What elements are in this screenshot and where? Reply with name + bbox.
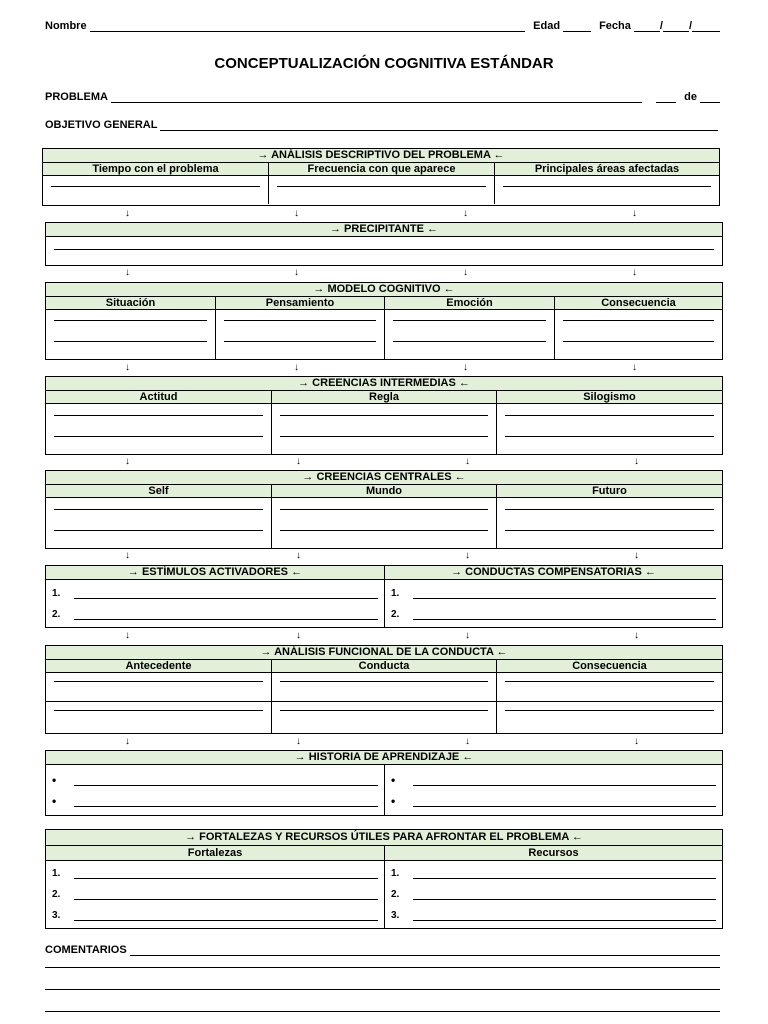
column-tiempo	[43, 163, 269, 204]
arrow-row	[45, 550, 723, 562]
nombre-field[interactable]	[90, 22, 526, 32]
historia-left-column	[46, 765, 385, 815]
answer-line[interactable]	[277, 186, 486, 187]
problema-total-field[interactable]	[700, 93, 720, 103]
fecha-separator: /	[659, 20, 663, 32]
column-areas	[495, 163, 719, 204]
answer-line[interactable]	[54, 710, 263, 711]
item-number: 3.	[52, 910, 61, 921]
answer-line[interactable]	[505, 681, 714, 682]
de-label: de	[684, 91, 697, 103]
column-header: Frecuencia con que aparece	[269, 163, 494, 176]
down-arrow-icon: ↓	[632, 267, 637, 278]
arrow-row	[45, 456, 723, 468]
down-arrow-icon: ↓	[125, 550, 130, 561]
fecha-day-field[interactable]	[634, 22, 660, 32]
answer-line[interactable]	[413, 799, 716, 807]
answer-line[interactable]	[280, 710, 488, 711]
comentarios-line[interactable]	[45, 1011, 720, 1012]
down-arrow-icon: ↓	[465, 456, 470, 467]
column-header: Principales áreas afectadas	[495, 163, 719, 176]
down-arrow-icon: ↓	[296, 456, 301, 467]
answer-line[interactable]	[393, 341, 546, 342]
column-emocion	[385, 297, 555, 359]
column-frecuencia	[269, 163, 495, 204]
column-antecedente	[46, 660, 272, 733]
answer-line[interactable]	[393, 320, 546, 321]
fecha-separator: /	[688, 20, 692, 32]
arrow-row	[45, 362, 723, 374]
column-header: Self	[46, 485, 271, 498]
section-title: → CREENCIAS CENTRALES ←	[46, 471, 722, 485]
answer-line[interactable]	[505, 436, 714, 437]
answer-line[interactable]	[413, 778, 716, 786]
down-arrow-icon: ↓	[463, 362, 468, 373]
fecha-month-field[interactable]	[663, 22, 689, 32]
answer-line[interactable]	[505, 530, 714, 531]
historia-right-column	[385, 765, 722, 815]
creencias-centrales-section	[45, 470, 723, 549]
answer-line[interactable]	[563, 320, 714, 321]
down-arrow-icon: ↓	[634, 456, 639, 467]
answer-line[interactable]	[74, 892, 378, 900]
historia-aprendizaje-section	[45, 750, 723, 816]
down-arrow-icon: ↓	[465, 630, 470, 641]
column-conducta	[272, 660, 497, 733]
answer-line[interactable]	[54, 249, 714, 250]
answer-line[interactable]	[54, 509, 263, 510]
answer-line[interactable]	[54, 341, 207, 342]
down-arrow-icon: ↓	[294, 208, 299, 219]
column-regla	[272, 391, 497, 454]
item-number: 1.	[52, 868, 61, 879]
down-arrow-icon: ↓	[125, 208, 130, 219]
column-header: Silogismo	[497, 391, 722, 404]
column-header: Conducta	[272, 660, 496, 673]
answer-line[interactable]	[74, 913, 378, 921]
down-arrow-icon: ↓	[125, 362, 130, 373]
column-silogismo	[497, 391, 722, 454]
section-title: → FORTALEZAS Y RECURSOS ÚTILES PARA AFRONTAR EL PROBLEMA ←	[46, 830, 722, 846]
item-number: 1.	[391, 868, 400, 879]
problema-field[interactable]	[111, 93, 642, 103]
down-arrow-icon: ↓	[125, 267, 130, 278]
down-arrow-icon: ↓	[296, 630, 301, 641]
comentarios-line[interactable]	[45, 989, 720, 990]
modelo-cognitivo-section	[45, 282, 723, 360]
down-arrow-icon: ↓	[463, 208, 468, 219]
answer-line[interactable]	[74, 591, 378, 599]
edad-field[interactable]	[563, 22, 591, 32]
problema-label: PROBLEMA	[45, 91, 108, 103]
section-title: → ESTÍMULOS ACTIVADORES ←	[46, 566, 384, 580]
answer-line[interactable]	[413, 913, 716, 921]
answer-line[interactable]	[505, 509, 714, 510]
column-consecuencia	[555, 297, 722, 359]
estimulos-conductas-section	[45, 565, 723, 628]
item-number: 1.	[52, 588, 61, 599]
answer-line[interactable]	[280, 436, 488, 437]
answer-line[interactable]	[413, 591, 716, 599]
answer-line[interactable]	[224, 341, 376, 342]
item-number: 1.	[391, 588, 400, 599]
analisis-descriptivo-section	[42, 148, 720, 206]
item-number: 2.	[52, 609, 61, 620]
down-arrow-icon: ↓	[294, 362, 299, 373]
answer-line[interactable]	[413, 612, 716, 620]
problema-number-field[interactable]	[656, 93, 676, 103]
column-header: Pensamiento	[216, 297, 384, 310]
fecha-year-field[interactable]	[692, 22, 720, 32]
precipitante-section	[45, 222, 723, 266]
answer-line[interactable]	[280, 681, 488, 682]
column-recursos	[385, 846, 722, 928]
answer-line[interactable]	[280, 509, 488, 510]
down-arrow-icon: ↓	[125, 736, 130, 747]
down-arrow-icon: ↓	[125, 630, 130, 641]
answer-line[interactable]	[563, 341, 714, 342]
answer-line[interactable]	[280, 530, 488, 531]
header-row	[45, 20, 720, 32]
column-header: Futuro	[497, 485, 722, 498]
column-fortalezas	[46, 846, 385, 928]
objetivo-field[interactable]	[160, 121, 718, 131]
section-title: → CONDUCTAS COMPENSATORIAS ←	[385, 566, 722, 580]
estimulos-activadores	[46, 566, 385, 627]
answer-line[interactable]	[54, 436, 263, 437]
comentarios-field[interactable]	[130, 946, 720, 956]
answer-line[interactable]	[74, 778, 378, 786]
comentarios-row	[45, 944, 720, 956]
answer-line[interactable]	[74, 871, 378, 879]
bullet-icon: •	[52, 794, 57, 808]
analisis-funcional-section	[45, 645, 723, 734]
answer-line[interactable]	[280, 415, 488, 416]
down-arrow-icon: ↓	[296, 736, 301, 747]
answer-line[interactable]	[224, 320, 376, 321]
bullet-icon: •	[391, 794, 396, 808]
comentarios-label: COMENTARIOS	[45, 944, 127, 956]
section-title: → PRECIPITANTE ←	[46, 223, 722, 237]
section-title: → MODELO COGNITIVO ←	[46, 283, 722, 297]
section-title: → CREENCIAS INTERMEDIAS ←	[46, 377, 722, 391]
answer-line[interactable]	[505, 415, 714, 416]
column-actitud	[46, 391, 272, 454]
answer-line[interactable]	[505, 710, 714, 711]
down-arrow-icon: ↓	[296, 550, 301, 561]
item-number: 2.	[52, 889, 61, 900]
down-arrow-icon: ↓	[634, 630, 639, 641]
column-header: Emoción	[385, 297, 554, 310]
column-mundo	[272, 485, 497, 548]
comentarios-line[interactable]	[45, 967, 720, 968]
answer-line[interactable]	[503, 186, 711, 187]
item-number: 2.	[391, 609, 400, 620]
arrow-row	[45, 736, 723, 748]
objetivo-row	[45, 119, 718, 131]
column-header: Consecuencia	[497, 660, 722, 673]
fecha-label: Fecha	[599, 20, 631, 32]
down-arrow-icon: ↓	[463, 267, 468, 278]
bullet-icon: •	[391, 773, 396, 787]
section-title: → ANÁLISIS FUNCIONAL DE LA CONDUCTA ←	[46, 646, 722, 660]
column-header: Tiempo con el problema	[43, 163, 268, 176]
down-arrow-icon: ↓	[294, 267, 299, 278]
column-header: Recursos	[385, 846, 722, 861]
down-arrow-icon: ↓	[465, 550, 470, 561]
column-consecuencia	[497, 660, 722, 733]
item-number: 3.	[391, 910, 400, 921]
answer-line[interactable]	[54, 320, 207, 321]
column-header: Antecedente	[46, 660, 271, 673]
section-title: → ANÁLISIS DESCRIPTIVO DEL PROBLEMA ←	[43, 149, 719, 163]
fortalezas-recursos-section	[45, 829, 723, 929]
down-arrow-icon: ↓	[634, 736, 639, 747]
column-self	[46, 485, 272, 548]
objetivo-label: OBJETIVO GENERAL	[45, 119, 158, 131]
arrow-row	[45, 630, 723, 642]
down-arrow-icon: ↓	[634, 550, 639, 561]
down-arrow-icon: ↓	[632, 208, 637, 219]
problema-row	[45, 91, 720, 103]
answer-line[interactable]	[413, 892, 716, 900]
down-arrow-icon: ↓	[125, 456, 130, 467]
column-situacion	[46, 297, 216, 359]
answer-line[interactable]	[74, 799, 378, 807]
answer-line[interactable]	[74, 612, 378, 620]
creencias-intermedias-section	[45, 376, 723, 455]
column-header: Situación	[46, 297, 215, 310]
arrow-row	[45, 267, 723, 279]
answer-line[interactable]	[54, 681, 263, 682]
down-arrow-icon: ↓	[632, 362, 637, 373]
column-header: Regla	[272, 391, 496, 404]
column-header: Fortalezas	[46, 846, 384, 861]
answer-line[interactable]	[413, 871, 716, 879]
column-futuro	[497, 485, 722, 548]
item-number: 2.	[391, 889, 400, 900]
arrow-row	[45, 208, 723, 220]
column-header: Mundo	[272, 485, 496, 498]
section-title: → HISTORIA DE APRENDIZAJE ←	[46, 751, 722, 765]
answer-line[interactable]	[51, 186, 260, 187]
down-arrow-icon: ↓	[465, 736, 470, 747]
page-title: CONCEPTUALIZACIÓN COGNITIVA ESTÁNDAR	[214, 55, 554, 72]
conductas-compensatorias	[385, 566, 722, 627]
edad-label: Edad	[533, 20, 561, 32]
answer-line[interactable]	[54, 415, 263, 416]
column-pensamiento	[216, 297, 385, 359]
answer-line[interactable]	[54, 530, 263, 531]
bullet-icon: •	[52, 773, 57, 787]
column-header: Actitud	[46, 391, 271, 404]
nombre-label: Nombre	[45, 20, 87, 32]
column-header: Consecuencia	[555, 297, 722, 310]
